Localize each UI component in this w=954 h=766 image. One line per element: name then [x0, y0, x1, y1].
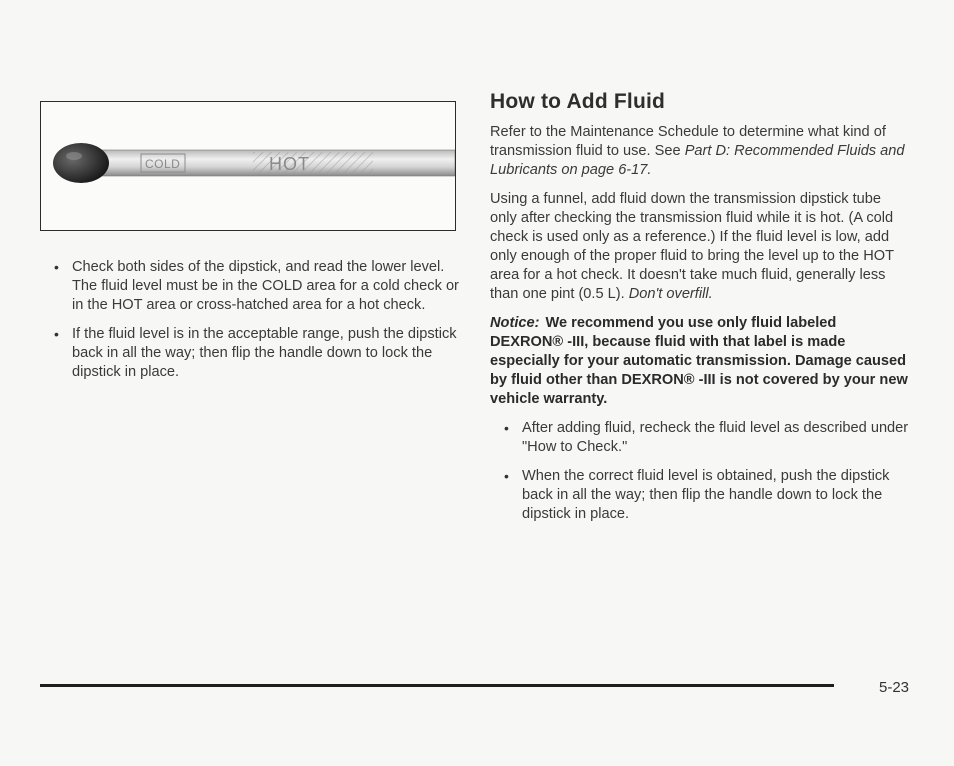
dipstick-figure: [40, 101, 456, 231]
cross-reference: Part D: Recommended Fluids and Lubricants on page 6-17.: [490, 143, 905, 178]
dipstick-rubber-tip: [53, 143, 109, 183]
list-item: • Check both sides of the dipstick, and read the lower level. The fluid level must be in the COLD area for a cold check or in the HOT area or cross-hatched area for a hot check.: [50, 258, 462, 315]
hot-label: HOT: [269, 154, 310, 174]
list-item: • If the fluid level is in the acceptable range, push the dipstick back in all the way; then flip the handle down to lock the dipstick in place.: [50, 325, 462, 382]
notice-text: We recommend you use only fluid labeled DEXRON® -III, because fluid with that label is made especially for your automatic transmission. Damage caused by fluid other than DEXRON® -III is not covered by your new vehicle warranty.: [490, 315, 908, 407]
right-column: [490, 92, 910, 534]
paragraph-add-fluid: Using a funnel, add fluid down the transmission dipstick tube only after checking the transmission fluid while it is hot. (A cold check is used only as a reference.) If the fluid level is low, add only enough of the proper fluid to bring the level up to the HOT area for a hot check. It doesn't take much fluid, generally less than one pint (0.5 L). Don't overfill.: [490, 191, 894, 302]
dipstick-illustration: [41, 102, 455, 230]
left-column: [50, 258, 462, 392]
notice-label: Notice:: [490, 315, 540, 331]
section-title: How to Add Fluid: [490, 90, 666, 113]
list-item: • When the correct fluid level is obtained, push the dipstick back in all the way; then flip the handle down to lock the dipstick in place.: [500, 467, 910, 524]
notice-block: [490, 314, 910, 409]
right-bullet-list: [500, 419, 910, 524]
cold-label: COLD: [145, 157, 181, 171]
page-number: 5-23: [879, 679, 910, 696]
paragraph-fluid-type: Refer to the Maintenance Schedule to determine what kind of transmission fluid to use. See Part D: Recommended Fluids and Lubricants on page 6-17.: [490, 124, 905, 178]
list-item: • After adding fluid, recheck the fluid level as described under "How to Check.": [500, 419, 910, 457]
left-bullet-list: [50, 258, 462, 382]
overfill-warning: Don't overfill.: [628, 286, 713, 302]
footer-rule: [40, 684, 834, 687]
